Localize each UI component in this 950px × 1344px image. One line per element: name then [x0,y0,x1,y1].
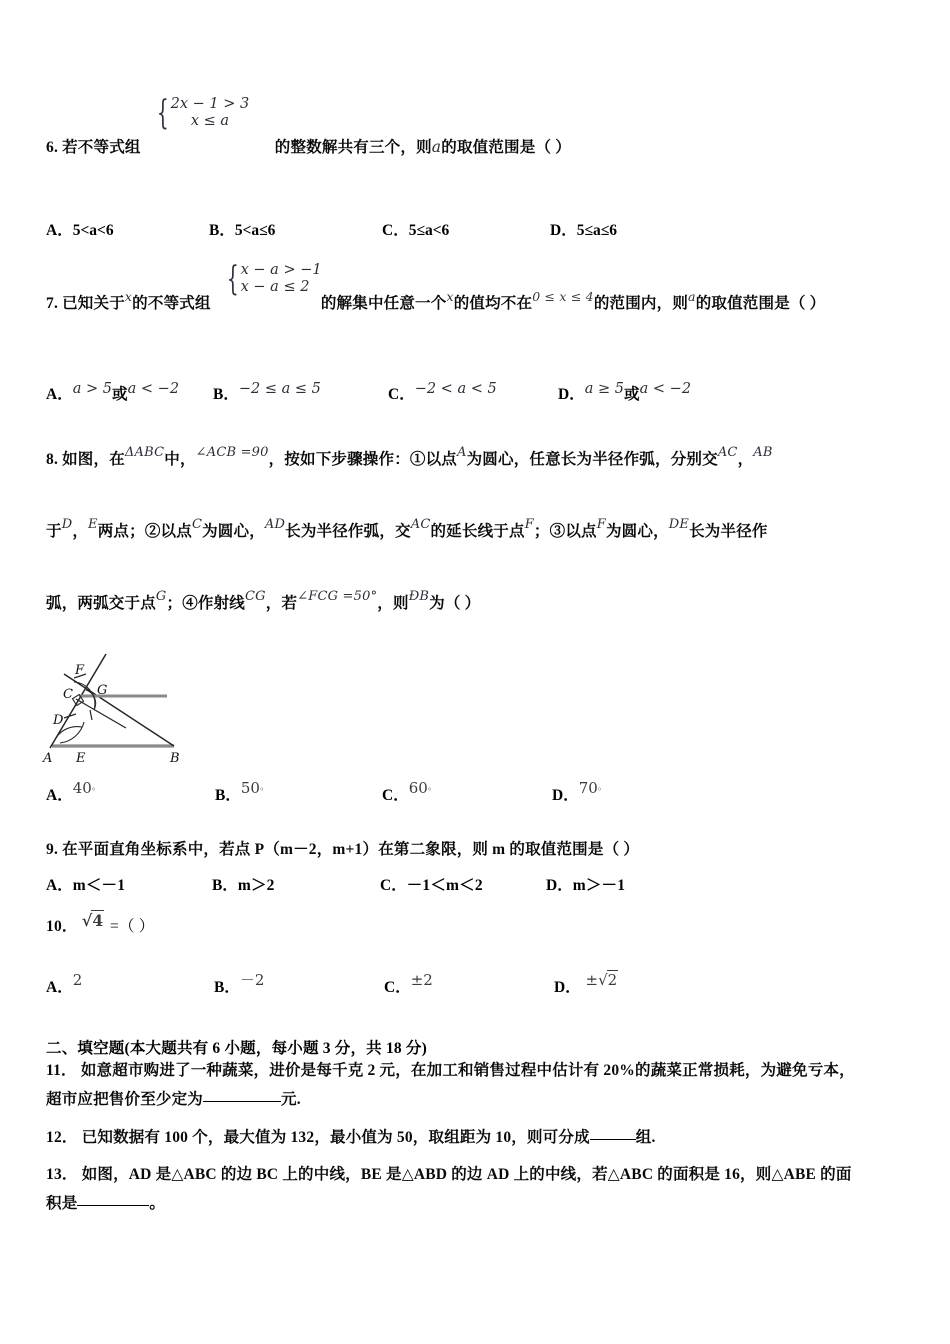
q6-option-b-value: 5<a≤6 [234,222,276,239]
figure-label-g: G [97,683,108,698]
q7-option-b-expr1: −2 ≤ a ≤ 5 [238,381,321,397]
q7-variable-x1: x [124,289,133,304]
q7-variable-a: a [688,289,696,304]
q8-l2-t7: ；③以点 [533,523,597,540]
q8-l2-point-d: D [61,517,73,532]
q8-number: 8. [46,451,59,468]
q8-l3-angle-b: ÐB [408,589,430,604]
q7-variable-x2: x [446,289,454,304]
q8-stem-line2 [46,517,768,540]
q9-option-b[interactable] [212,873,275,895]
q7-option-c[interactable] [388,382,497,404]
q9-option-c[interactable] [380,873,483,895]
q10-option-c[interactable] [384,971,433,997]
q8-l2-segment-ad: AD [264,517,286,532]
figure-label-c: C [63,687,73,702]
q11-line2 [46,1092,301,1108]
q7-option-b[interactable] [213,382,321,404]
q10-option-d-radicand: 2 [607,971,618,989]
q7-system-brace: { [226,258,239,299]
q8-option-c-value: 60 [408,779,428,797]
q10-option-d-radical-sign: √ [598,971,608,989]
q8-l2-point-c: C [191,517,203,532]
q6-option-a-value: 5<a<6 [72,222,114,239]
q8-l2-t9: 长为半径作 [689,523,768,540]
q7-text-part6: 的取值范围是（ ） [695,295,826,312]
q8-l3-ray-cg: CG [245,589,266,604]
q10-option-d-label: D． [554,979,581,996]
q10-stem [46,911,155,935]
figure-label-a: A [43,751,53,766]
q10-option-a[interactable] [46,971,83,997]
q7-text-part2: 的不等式组 [132,295,211,312]
q8-l1-triangle-abc: ΔABC [124,445,165,460]
q8-l1-t4: 为圆心，任意长为半径作弧，分别交 [466,451,718,468]
section-2-heading: 二、填空题(本大题共有 6 小题，每小题 3 分，共 18 分) [46,1040,427,1057]
q13-line2 [46,1196,165,1212]
q9-option-b-label: B． [212,877,238,894]
q6-option-c-value: 5≤a<6 [408,222,450,239]
q8-option-d[interactable] [552,779,602,805]
figure-tick-g [90,710,92,720]
q7-text-part3: 的解集中任意一个 [320,295,447,312]
q8-option-a-label: A． [46,787,73,804]
q12-line [46,1130,656,1146]
q10-number: 10． [46,918,78,935]
q6-option-c[interactable] [382,218,449,240]
q8-l2-segment-ac: AC [410,517,431,532]
q8-l3-t1: 弧，两弧交于点 [46,595,156,612]
q7-option-a-conjunction: 或 [111,386,128,403]
q13-number: 13． [46,1166,78,1183]
q8-l3-point-g: G [155,589,167,604]
q7-option-c-expr1: −2 < a < 5 [414,381,497,397]
q8-l1-segment-ac: AC [717,445,738,460]
q6-variable: a [431,138,442,156]
q6-option-a[interactable] [46,218,114,240]
q6-system-brace: { [156,92,169,133]
q6-option-a-label: A． [46,222,73,239]
q9-option-d[interactable] [546,873,625,895]
q9-option-c-label: C． [380,877,407,894]
q10-option-d-plusminus: ± [585,971,599,989]
q10-expr-tail: =（ ） [110,918,155,935]
q8-l3-t4: ，则 [377,595,409,612]
q8-l2-segment-de: DE [668,517,690,532]
q8-l1-segment-ab: AB [753,445,773,460]
q10-radical-sign: √ [81,911,93,930]
q10-options [46,971,926,1001]
q6-options [46,218,926,244]
q7-text-part5: 的范围内，则 [593,295,689,312]
q11-line1-text: 如意超市购进了一种蔬菜，进价是每千克 2 元，在加工和销售过程中估计有 20%的蔬菜正常损耗，为避免亏本， [80,1062,855,1079]
q8-l2-t2: ， [72,523,89,540]
q6-stem [46,140,571,156]
q8-option-b[interactable] [215,779,264,805]
q10-option-b[interactable] [214,971,265,997]
figure-label-d: D [53,713,64,728]
q8-l3-t5: 为（ ） [429,595,481,612]
q8-stem-line1 [46,445,773,468]
q8-geometry-figure [34,652,209,767]
q8-l1-t3: ，按如下步骤操作：①以点 [268,451,458,468]
q6-number: 6. [46,139,59,156]
q9-option-c-value: －1＜m＜2 [406,877,483,894]
q12-number: 12． [46,1129,78,1146]
q8-option-a[interactable] [46,779,96,805]
figure-label-e: E [76,751,86,766]
q10-option-a-value: 2 [72,971,83,989]
q7-stem [46,289,826,312]
q6-inequality-system [152,92,250,133]
figure-label-f: F [75,663,85,678]
q7-option-a[interactable] [46,382,179,404]
q6-tail-text-2: 的取值范围是（ ） [441,139,571,156]
q9-option-b-value: m＞2 [237,877,275,894]
q10-radicand: 4 [92,911,104,930]
q7-range-expression: 0 ≤ x ≤ 4 [532,289,594,304]
q7-option-d-label: D． [558,386,585,403]
q8-l1-t2: 中， [164,451,196,468]
q7-text-part4: 的值均不在 [453,295,533,312]
q10-option-c-label: C． [384,979,411,996]
q11-answer-blank[interactable] [203,1101,281,1102]
q10-option-a-label: A． [46,979,73,996]
q7-system-row1: x − a > −1 [240,262,322,278]
q8-l2-t5: 长为半径作弧，交 [285,523,411,540]
q6-option-c-label: C． [382,222,409,239]
q6-option-d[interactable] [550,218,617,240]
q13-answer-blank[interactable] [77,1205,149,1206]
q9-text: 在平面直角坐标系中，若点 P（m－2，m+1）在第二象限，则 m 的取值范围是（ ） [62,841,640,858]
q8-l3-angle-fcg: ∠FCG =50° [297,589,378,604]
q9-number: 9. [46,841,59,858]
q8-l2-t4: 为圆心， [202,523,265,540]
q10-option-d[interactable] [554,971,618,997]
q11-line1 [46,1063,855,1079]
q7-number: 7. [46,295,59,312]
q10-radical-expression [82,911,110,930]
q8-l2-t1: 于 [46,523,62,540]
q8-l2-t8: 为圆心， [605,523,669,540]
q10-option-d-value [581,971,618,989]
q8-l2-t6: 的延长线于点 [430,523,525,540]
q9-stem [46,842,639,858]
q8-option-d-degree: ° [597,785,602,796]
figure-line-cb [64,674,174,746]
q8-l3-t2: ；④作射线 [166,595,246,612]
q8-option-d-value: 70 [578,779,598,797]
q7-option-c-label: C． [388,386,415,403]
q8-l1-t1: 如图，在 [62,451,125,468]
q7-option-b-label: B． [213,386,239,403]
q8-l2-point-f1: F [524,517,534,532]
q10-option-c-value: ±2 [410,971,433,989]
q8-option-b-label: B． [215,787,241,804]
q8-option-b-value: 50 [240,779,260,797]
q7-system-row2: x − a ≤ 2 [240,279,310,296]
figure-label-b: B [170,751,180,766]
q10-option-b-label: B． [214,979,240,996]
q6-tail-text: 的整数解共有三个，则 [274,139,432,156]
q9-option-d-label: D． [546,877,573,894]
q8-l2-point-f2: F [596,517,606,532]
q8-option-c-degree: ° [427,785,432,796]
q13-line2-post: 。 [149,1195,166,1212]
q7-option-a-label: A． [46,386,73,403]
q6-option-b-label: B． [209,222,235,239]
q7-option-d-conjunction: 或 [623,386,640,403]
q6-lead-text: 若不等式组 [62,139,141,156]
q8-option-c[interactable] [382,779,432,805]
q10-option-b-value: －2 [239,971,265,989]
q7-option-a-expr2: a < −2 [127,381,180,397]
q8-l1-point-a: A [457,445,467,460]
q7-text-part1: 已知关于 [62,295,125,312]
q12-post-text: 组. [635,1129,656,1146]
q8-figure-svg [34,652,209,767]
q8-option-a-value: 40 [72,779,92,797]
q9-option-a-value: m＜－1 [72,877,126,894]
q8-l1-angle-acb: ∠ACB =90 [195,445,269,460]
q13-line1 [46,1167,852,1183]
q7-option-d[interactable] [558,382,691,404]
q7-options [46,382,926,408]
q8-option-b-degree: ° [259,785,264,796]
q8-option-d-label: D． [552,787,579,804]
q13-line2-pre: 积是 [46,1195,78,1212]
q12-pre-text: 已知数据有 100 个，最大值为 132，最小值为 50，取组距为 10，则可分成 [81,1129,590,1146]
q11-line2-pre: 超市应把售价至少定为 [46,1091,204,1108]
q8-option-a-degree: ° [91,785,96,796]
q8-options [46,779,926,809]
q6-system-row2: x ≤ a [190,113,230,130]
q7-option-d-expr2: a < −2 [639,381,692,397]
q6-option-b[interactable] [209,218,275,240]
q8-l1-t5: ， [737,451,754,468]
q9-options [46,873,926,899]
q6-system-row1: 2x − 1 > 3 [170,96,250,112]
q11-number: 11． [46,1062,77,1079]
q12-answer-blank[interactable] [590,1139,636,1140]
q8-l2-point-e: E [88,517,98,532]
q8-l2-t3: 两点；②以点 [97,523,192,540]
q11-line2-post: 元. [281,1091,301,1108]
q9-option-a-label: A． [46,877,73,894]
q13-line1-text: 如图，AD 是△ABC 的边 BC 上的中线，BE 是△ABD 的边 AD 上的中线，若△ABC 的面积是 16，则△ABE 的面 [81,1166,852,1183]
q6-option-d-value: 5≤a≤6 [576,222,617,239]
q7-inequality-system [222,258,322,299]
q8-stem-line3 [46,589,481,612]
q8-option-c-label: C． [382,787,409,804]
q8-l3-t3: ，若 [265,595,298,612]
q9-option-d-value: m＞－1 [572,877,626,894]
q6-option-d-label: D． [550,222,577,239]
q7-option-a-expr1: a > 5 [72,381,112,397]
q7-option-d-expr1: a ≥ 5 [584,381,624,397]
q9-option-a[interactable] [46,873,125,895]
